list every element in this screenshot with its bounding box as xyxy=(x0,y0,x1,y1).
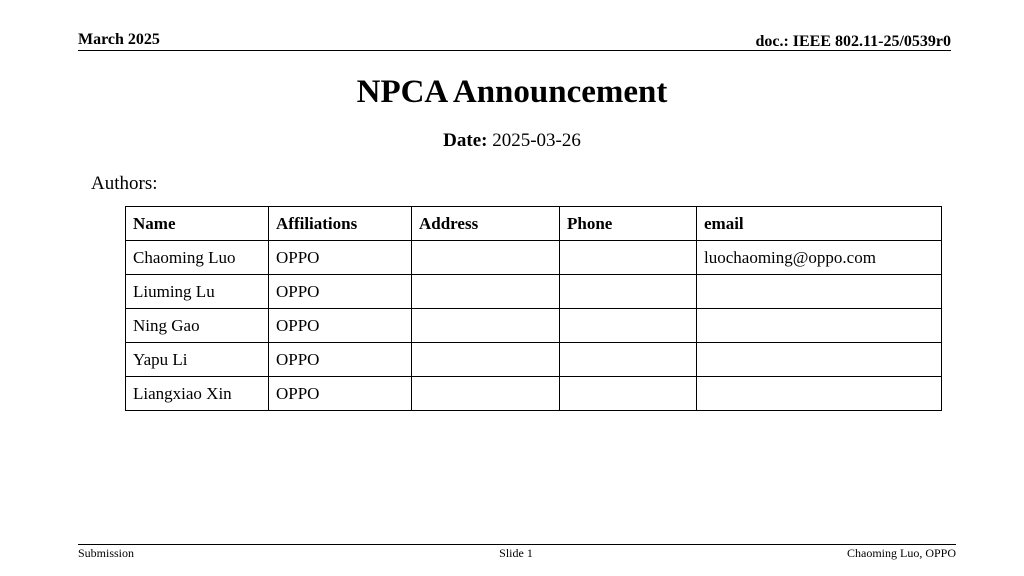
cell-email xyxy=(697,309,942,343)
date-label: Date: xyxy=(443,130,488,151)
cell-address xyxy=(412,241,560,275)
header-doc-id: doc.: IEEE 802.11-25/0539r0 xyxy=(755,33,951,50)
table-row xyxy=(126,275,942,309)
cell-name: Ning Gao xyxy=(126,309,269,343)
slide-title: NPCA Announcement xyxy=(356,74,668,110)
footer-submission: Submission xyxy=(78,546,135,560)
date-line xyxy=(0,130,1024,152)
header-phone: Phone xyxy=(560,207,697,241)
cell-affiliation: OPPO xyxy=(269,309,412,343)
cell-email xyxy=(697,377,942,411)
cell-name: Liuming Lu xyxy=(126,275,269,309)
footer-slide-number: Slide 1 xyxy=(499,546,533,560)
footer-author: Chaoming Luo, OPPO xyxy=(846,546,956,560)
cell-address xyxy=(412,309,560,343)
cell-phone xyxy=(560,377,697,411)
cell-phone xyxy=(560,275,697,309)
table-row xyxy=(126,309,942,343)
cell-name: Yapu Li xyxy=(126,343,269,377)
cell-email: luochaoming@oppo.com xyxy=(697,241,942,275)
cell-phone xyxy=(560,241,697,275)
cell-affiliation: OPPO xyxy=(269,241,412,275)
authors-label: Authors: xyxy=(91,173,158,194)
cell-affiliation: OPPO xyxy=(269,275,412,309)
cell-name: Chaoming Luo xyxy=(126,241,269,275)
cell-name: Liangxiao Xin xyxy=(126,377,269,411)
cell-affiliation: OPPO xyxy=(269,343,412,377)
header-date: March 2025 xyxy=(78,31,160,48)
authors-table xyxy=(125,206,942,411)
table-row xyxy=(126,377,942,411)
cell-phone xyxy=(560,343,697,377)
cell-address xyxy=(412,343,560,377)
header-name: Name xyxy=(126,207,269,241)
cell-address xyxy=(412,275,560,309)
table-header-row xyxy=(126,207,942,241)
header-address: Address xyxy=(412,207,560,241)
cell-email xyxy=(697,343,942,377)
footer-divider xyxy=(78,544,956,545)
cell-phone xyxy=(560,309,697,343)
date-value: 2025-03-26 xyxy=(492,130,581,151)
header-divider xyxy=(78,50,951,51)
header-affiliations: Affiliations xyxy=(269,207,412,241)
cell-address xyxy=(412,377,560,411)
table-row xyxy=(126,241,942,275)
cell-affiliation: OPPO xyxy=(269,377,412,411)
header-email: email xyxy=(697,207,942,241)
cell-email xyxy=(697,275,942,309)
table-row xyxy=(126,343,942,377)
